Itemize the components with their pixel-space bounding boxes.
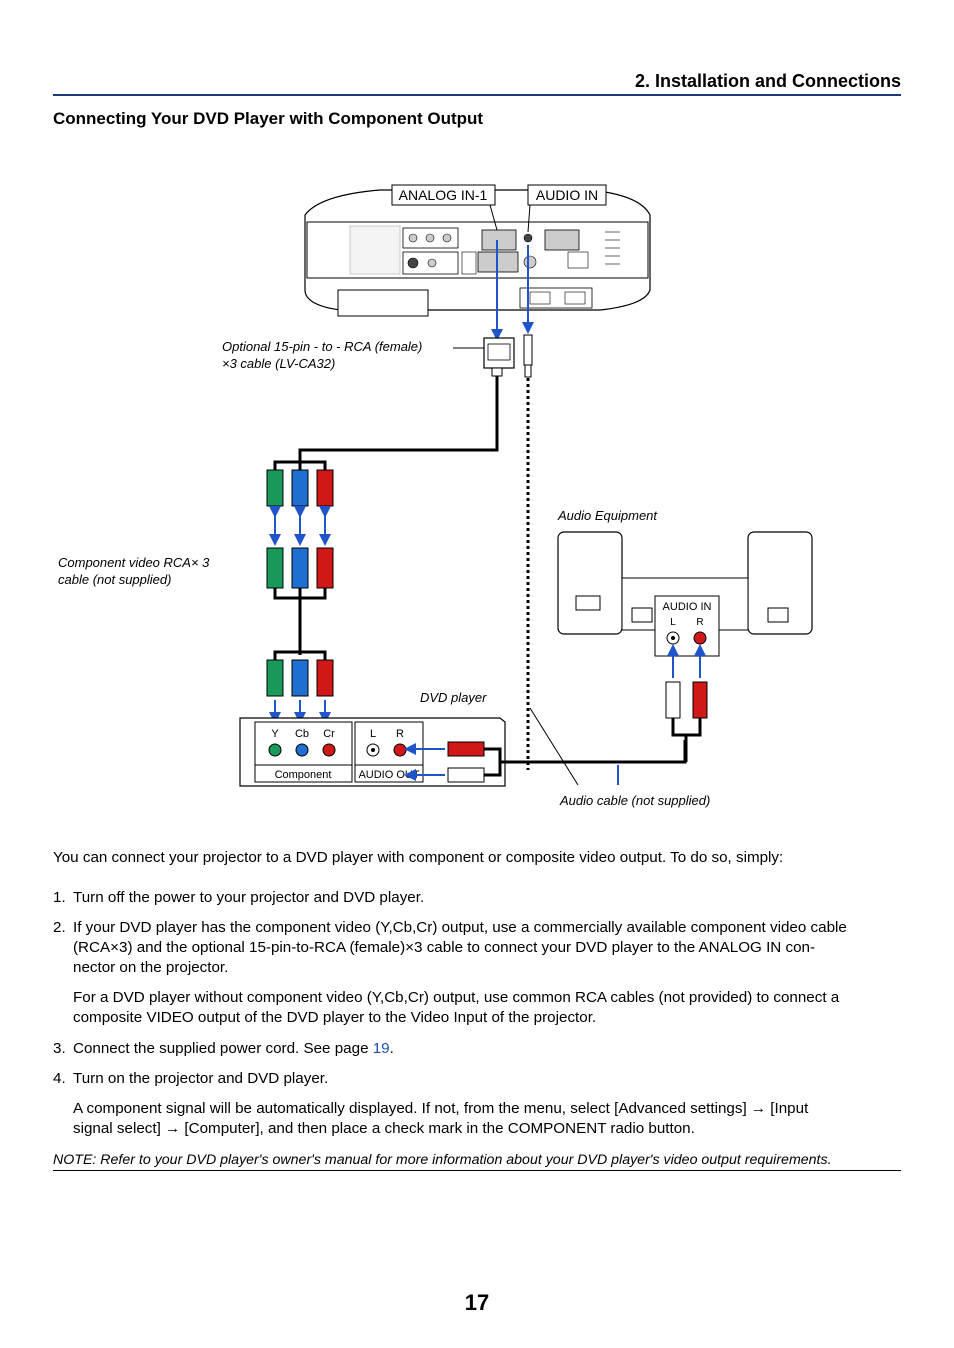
- audio-in-r-label: R: [696, 617, 704, 628]
- step-2-line-1: If your DVD player has the component video (Y,Cb,Cr) output, use a commercially available component video cable: [73, 919, 847, 936]
- step-1: [53, 888, 901, 908]
- step-2: [53, 918, 901, 978]
- page-19-link[interactable]: 19: [372, 1040, 390, 1057]
- step-4-sub: [53, 1099, 901, 1139]
- page-number: 17: [464, 1290, 490, 1315]
- dvd-r-label: R: [396, 728, 404, 740]
- dvd-cb-label: Cb: [294, 728, 310, 740]
- audio-in-label: AUDIO IN: [535, 187, 599, 203]
- audio-in-box-label: AUDIO IN: [662, 601, 712, 613]
- step-2-sub-line-1: For a DVD player without component video (Y,Cb,Cr) output, use common RCA cables (not provided) to connect a: [73, 989, 840, 1006]
- step-4-number: 4.: [53, 1070, 66, 1087]
- audio-equipment-label: Audio Equipment: [558, 508, 658, 523]
- analog-in-label: ANALOG IN-1: [398, 187, 488, 203]
- step-2-line-3: nector on the projector.: [73, 959, 229, 976]
- dvd-cr-label: Cr: [323, 728, 335, 740]
- step-1-number: 1.: [53, 889, 66, 906]
- dvd-l-label: L: [369, 728, 377, 740]
- step-2-sub: [53, 988, 901, 1028]
- step-3-text: Connect the supplied power cord. See page: [73, 1040, 373, 1057]
- step-3-end: .: [389, 1040, 394, 1057]
- section-header-title: 2. Installation and Connections: [634, 71, 901, 91]
- step-3-number: 3.: [53, 1040, 66, 1057]
- intro-paragraph: You can connect your projector to a DVD player with component or composite video output. To do so, simply:: [53, 849, 784, 866]
- step-4-text: Turn on the projector and DVD player.: [73, 1070, 329, 1087]
- step-3: [53, 1039, 901, 1059]
- note-text: NOTE: Refer to your DVD player's owner's manual for more information about your DVD player's video output requirements.: [53, 1152, 901, 1171]
- dvd-component-label: Component: [274, 769, 332, 781]
- audio-cable-label: Audio cable (not supplied): [560, 793, 711, 808]
- header-rule: [53, 94, 901, 96]
- optional-cable-label-1: Optional 15-pin - to - RCA (female): [222, 339, 423, 354]
- step-2-number: 2.: [53, 919, 66, 936]
- connection-diagram: [0, 150, 954, 810]
- dvd-audio-out-label: AUDIO OUT: [358, 769, 420, 781]
- audio-equipment-illustration: [558, 532, 812, 656]
- step-2-line-2: (RCA×3) and the optional 15-pin-to-RCA (female)×3 cable to connect your DVD player to the ANALOG IN con-: [73, 939, 816, 956]
- step-1-text: Turn off the power to your projector and DVD player.: [73, 889, 425, 906]
- rca-plug-row-bottom: [267, 660, 333, 696]
- rca-plug-row-top: [267, 470, 333, 506]
- projector-illustration: [305, 190, 650, 316]
- step-4-sub-line-2: signal select] → [Computer], and then place a check mark in the COMPONENT radio button.: [73, 1120, 695, 1137]
- rca-plug-row-middle: [267, 548, 333, 588]
- optional-cable-label-2: ×3 cable (LV-CA32): [222, 356, 336, 371]
- dvd-y-label: Y: [271, 728, 279, 740]
- audio-in-l-label: L: [670, 617, 676, 628]
- step-4: [53, 1069, 901, 1089]
- step-2-sub-line-2: composite VIDEO output of the DVD player to the Video Input of the projector.: [73, 1009, 597, 1026]
- component-cable-label-2: cable (not supplied): [58, 572, 172, 587]
- page-title: Connecting Your DVD Player with Component Output: [53, 109, 484, 128]
- dvd-player-label: DVD player: [420, 690, 487, 705]
- step-4-sub-line-1: A component signal will be automatically displayed. If not, from the menu, select [Advanced settings] → [Input: [73, 1100, 809, 1117]
- component-cable-label-1: Component video RCA× 3: [58, 555, 210, 570]
